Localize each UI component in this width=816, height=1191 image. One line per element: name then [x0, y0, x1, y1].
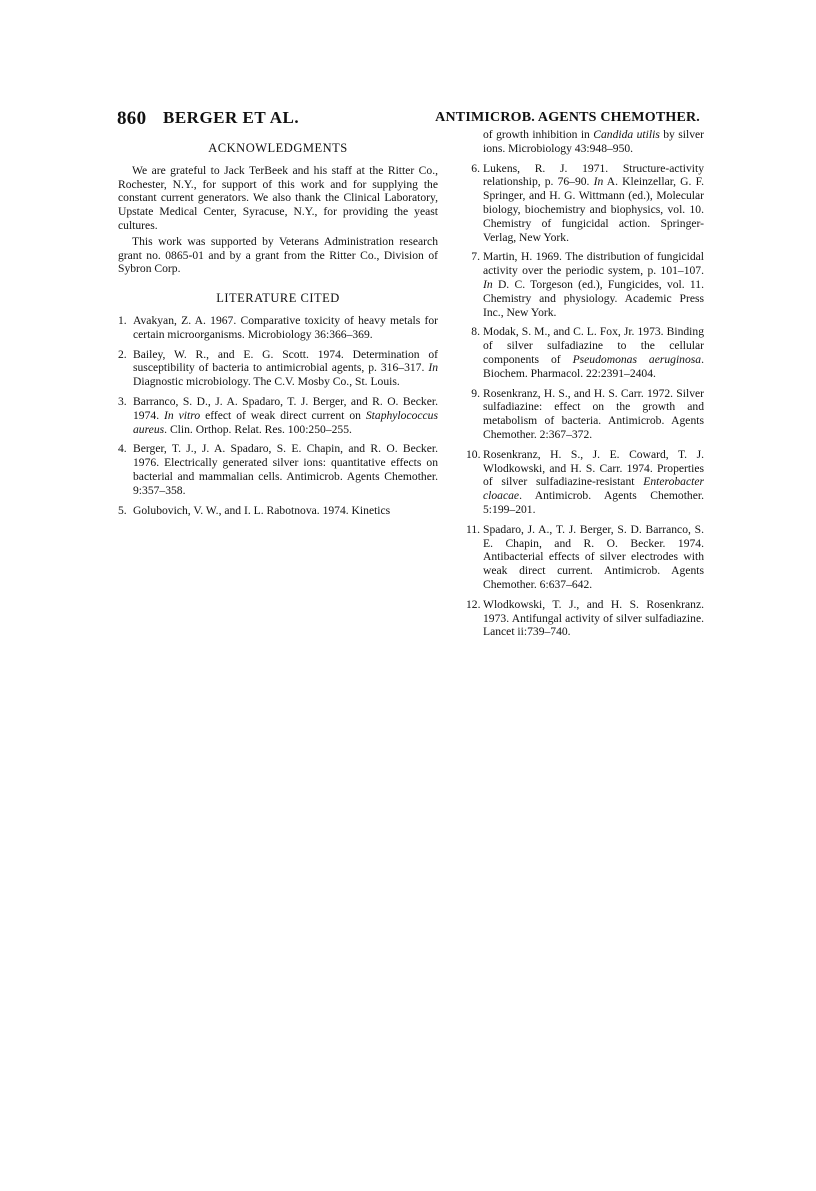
reference-list: [118, 314, 438, 517]
reference-item: 2. Bailey, W. R., and E. G. Scott. 1974. Determination of susceptibility of bacteria to antimicrobial agents, p. 316–317. In Diagnostic microbiology. The C.V. Mosby Co., St. Louis.: [118, 347, 438, 389]
reference-item: 10. Rosenkranz, H. S., J. E. Coward, T. J. Wlodkowski, and H. S. Carr. 1974. Properties of silver sulfadiazine-resistant Enterobacter cloacae. Antimicrob. Agents Chemother. 5:199–201.: [466, 447, 704, 516]
reference-item: 12. Wlodkowski, T. J., and H. S. Rosenkranz. 1973. Antifungal activity of silver sulfadiazine. Lancet ii:739–740.: [466, 597, 704, 639]
reference-item: 8. Modak, S. M., and C. L. Fox, Jr. 1973. Binding of silver sulfadiazine to the cellular components of Pseudomonas aeruginosa. Biochem. Pharmacol. 22:2391–2404.: [471, 325, 704, 380]
left-column: [118, 142, 438, 523]
reference-item: 5. Golubovich, V. W., and I. L. Rabotnova. 1974. Kinetics: [118, 503, 391, 517]
reference-item: 9. Rosenkranz, H. S., and H. S. Carr. 1972. Silver sulfadiazine: effect on the growth and metabolism of bacteria. Antimicrob. Agents Chemother. 2:367–372.: [471, 386, 704, 441]
reference-item: 3. Barranco, S. D., J. A. Spadaro, T. J. Berger, and R. O. Becker. 1974. In vitro effect of weak direct current on Staphylococcus aureus. Clin. Orthop. Relat. Res. 100:250–255.: [118, 394, 438, 436]
page-number: 860: [117, 108, 147, 129]
reference-item: 1. Avakyan, Z. A. 1967. Comparative toxicity of heavy metals for certain microorganisms. Microbiology 36:366–369.: [118, 313, 438, 341]
reference-item: 11. Spadaro, J. A., T. J. Berger, S. D. Barranco, S. E. Chapin, and R. O. Becker. 1974. Antibacterial effects of silver electrodes with weak direct current. Antimicrob. Agents Chemother. 6:637–642.: [466, 522, 704, 591]
reference-item: 6. Lukens, R. J. 1971. Structure-activity relationship, p. 76–90. In A. Kleinzellar, G. F. Springer, and H. G. Wittmann (ed.), Molecular biology, biochemistry and biophysics, vol. 10. Chemistry of fungicidal action. Springer-Verlag, New York.: [471, 161, 704, 244]
reference-item: 4. Berger, T. J., J. A. Spadaro, S. E. Chapin, and R. O. Becker. 1976. Electrically generated silver ions: quantitative effects on bacterial and mammalian cells. Antimicrob. Agents Chemother. 9:357–358.: [118, 442, 438, 497]
acknowledgments-paragraph: We are grateful to Jack TerBeek and his staff at the Ritter Co., Rochester, N.Y., for support of this work and for supplying the constant current generators. We also thank the Clinical Laboratory, Upstate Medical Center, Syracuse, N.Y., for providing the yeast cultures.: [118, 163, 438, 232]
literature-cited-heading: LITERATURE CITED: [216, 291, 340, 306]
acknowledgments-heading: ACKNOWLEDGMENTS: [208, 141, 348, 155]
running-journal: ANTIMICROB. AGENTS CHEMOTHER.: [435, 110, 700, 125]
right-column: [466, 128, 704, 645]
reference-item: 7. Martin, H. 1969. The distribution of fungicidal activity over the periodic system, p. 101–107. In D. C. Torgeson (ed.), Fungicides, vol. 11. Chemistry and physiology. Academic Press Inc., New York.: [471, 250, 704, 319]
running-author: BERGER ET AL.: [163, 108, 300, 127]
acknowledgments-paragraph: This work was supported by Veterans Administration research grant no. 0865-01 and by a grant from the Ritter Co., Division of Sybron Corp.: [118, 234, 438, 276]
reference-continuation: of growth inhibition in Candida utilis by silver ions. Microbiology 43:948–950.: [483, 128, 705, 155]
reference-list: [466, 162, 704, 640]
